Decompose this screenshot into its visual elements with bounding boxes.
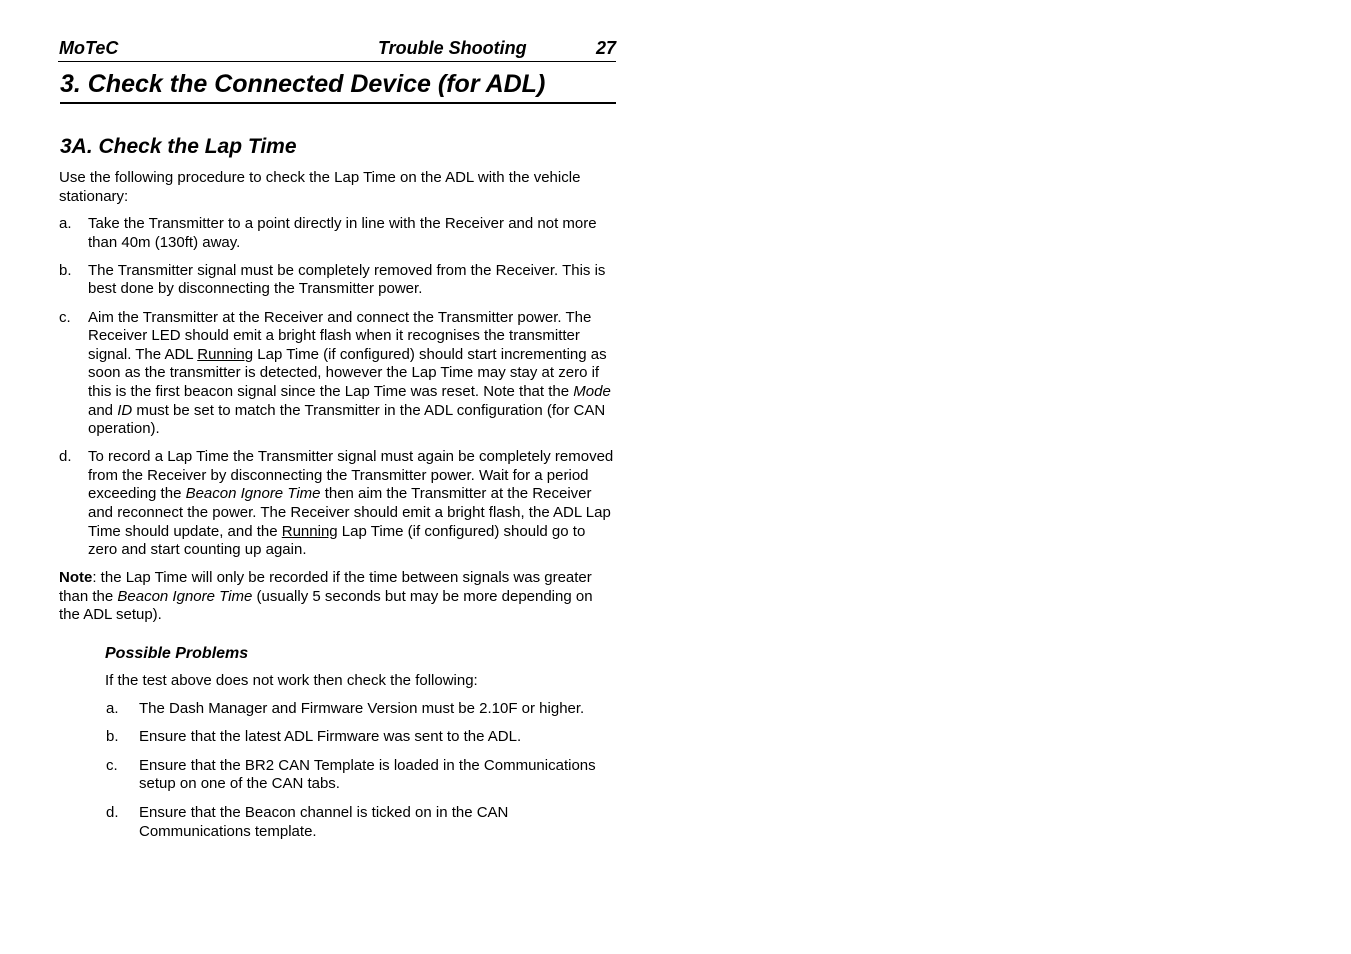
list-marker: b. (106, 728, 119, 746)
list-item-text: Ensure that the Beacon channel is ticked on in the CAN Communications template. (139, 804, 509, 840)
list-item (58, 309, 616, 439)
list-marker: a. (59, 215, 72, 233)
list-marker: c. (106, 756, 118, 774)
list-marker: c. (59, 308, 71, 326)
note-text: : the Lap Time will only be recorded if the time between signals was greater than the (59, 569, 592, 605)
list-item-text: Ensure that the latest ADL Firmware was sent to the ADL. (139, 728, 522, 746)
list-item (105, 728, 616, 747)
header-section: Trouble Shooting (378, 38, 527, 58)
italic-term: Beacon Ignore Time (117, 587, 253, 605)
list-marker: d. (106, 804, 119, 822)
possible-problems-title: Possible Problems (105, 645, 249, 663)
procedure-list (58, 215, 616, 560)
underlined-term: Running (197, 345, 254, 363)
list-item-text: The Transmitter signal must be completely removed from the Receiver. This is best done by disconnecting the Transmitter power. (88, 261, 606, 298)
list-item (58, 262, 616, 299)
italic-term: ID (117, 401, 133, 419)
header-brand: MoTeC (59, 38, 119, 58)
list-marker: a. (106, 699, 119, 717)
possible-problems-intro: If the test above does not work then check the following: (105, 672, 478, 690)
header-page-number: 27 (595, 38, 616, 58)
page-header (58, 34, 616, 62)
list-marker: b. (59, 261, 72, 279)
list-item-text: Take the Transmitter to a point directly in line with the Receiver and not more than 40m (130ft) away. (88, 215, 597, 251)
italic-term: Mode (573, 382, 611, 400)
list-item (105, 700, 616, 719)
list-item-text: then aim the Transmitter at the Receiver and reconnect the power. The Receiver should emit a bright flash, the ADL Lap Time should update, and the (88, 485, 611, 540)
list-item (58, 215, 616, 252)
list-item-text: The Dash Manager and Firmware Version must be 2.10F or higher. (139, 699, 585, 717)
list-marker: d. (59, 448, 72, 466)
note-text: (usually 5 seconds but may be more depending on the ADL setup). (59, 587, 593, 624)
list-item (105, 804, 616, 841)
list-item-text: must be set to match the Transmitter in the ADL configuration (for CAN operation). (88, 401, 606, 438)
list-item-text: Lap Time (if configured) should start incrementing as soon as the transmitter is detected, however the Lap Time may stay at zero if this is the first beacon signal since the Lap Time was reset. Note that the (88, 345, 607, 400)
intro-paragraph: Use the following procedure to check the Lap Time on the ADL with the vehicle stationary: (59, 169, 581, 205)
list-item-text: and (88, 401, 118, 419)
chapter-title: 3. Check the Connected Device (for ADL) (60, 70, 616, 104)
note-paragraph (59, 569, 616, 625)
list-item (58, 448, 616, 560)
underlined-term: Running (281, 522, 338, 540)
document-page (58, 34, 616, 851)
possible-problems-section (105, 645, 616, 841)
section-title: 3A. Check the Lap Time (60, 135, 297, 158)
note-label: Note (59, 569, 93, 587)
problems-list (105, 700, 616, 842)
list-item (105, 757, 616, 794)
list-item-text: Ensure that the BR2 CAN Template is loaded in the Communications setup on one of the CAN tabs. (139, 756, 596, 793)
list-item-text: Lap Time (if configured) should go to zero and start counting up again. (88, 522, 586, 559)
italic-term: Beacon Ignore Time (185, 485, 321, 503)
list-item-text: Aim the Transmitter at the Receiver and connect the Transmitter power. The Receiver LED should emit a bright flash when it recognises the transmitter signal. The ADL (88, 308, 592, 363)
list-item-text: To record a Lap Time the Transmitter signal must again be completely removed from the Receiver by disconnecting the Transmitter power. Wait for a period exceeding the (88, 448, 614, 503)
